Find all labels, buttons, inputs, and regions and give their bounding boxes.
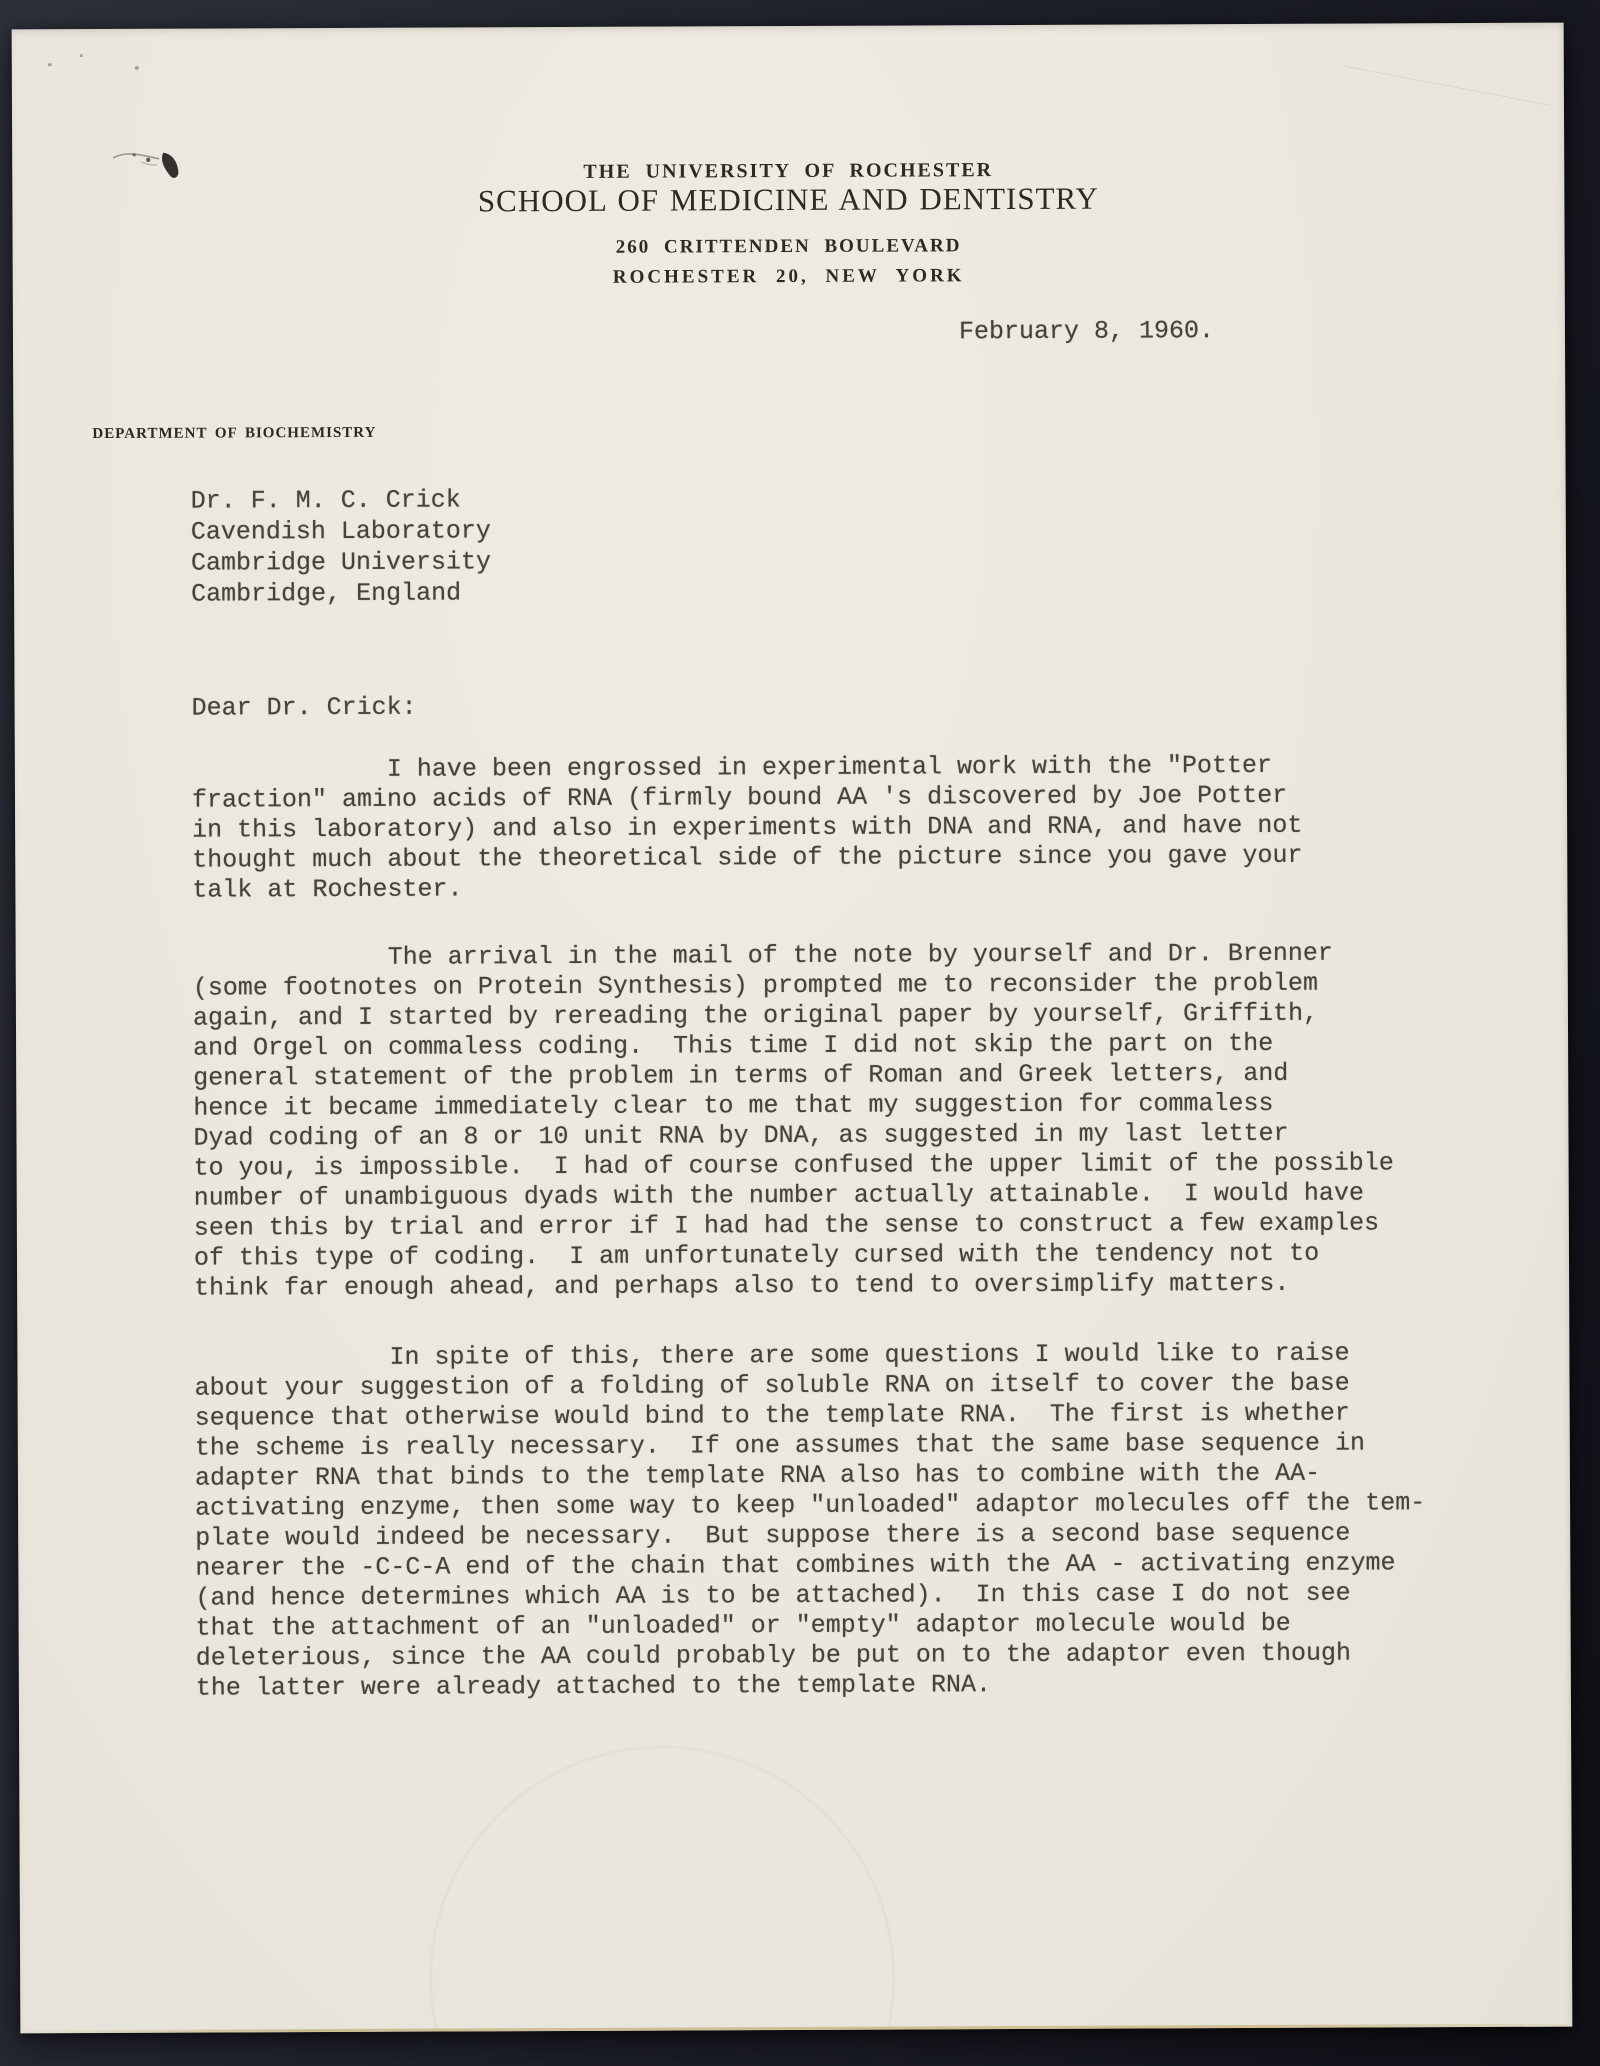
letterhead-street: 260 CRITTENDEN BOULEVARD	[615, 235, 962, 258]
watermark-circle	[428, 1745, 896, 2034]
salutation: Dear Dr. Crick:	[191, 692, 417, 723]
paper-crease	[1344, 66, 1551, 106]
letterhead-university: THE UNIVERSITY OF ROCHESTER	[583, 159, 994, 183]
body-paragraph-1: I have been engrossed in experimental work with the "Potter fraction" amino acids of RNA (firmly bound AA 's discovered by Joe Potter in this laboratory) and also in experiments with DNA and RNA, and have not thought much about the theoretical side of the picture since you gave your talk at Rochester.	[191, 750, 1303, 905]
paper-speck	[48, 63, 52, 66]
letter-page	[12, 23, 1573, 2034]
body-paragraph-3: In spite of this, there are some questions I would like to raise about your suggestion of a folding of soluble RNA on itself to cover the base sequence that otherwise would bind to the template RNA. The first is whether the scheme is really necessary. If one assumes that the same base sequence in adapter RNA that binds to the template RNA also has to combine with the AA- activating enzyme, then some way to keep "unloaded" adaptor molecules off the tem- plate would indeed be necessary. But suppose there is a second base sequence nearer the -C-C-A end of the chain that combines with the AA - activating enzyme (and hence determines which AA is to be attached). In this case I do not see that the attachment of an "unloaded" or "empty" adaptor molecule would be deleterious, since the AA could probably be put on to the adaptor even though the latter were already attached to the template RNA.	[194, 1338, 1426, 1703]
paper-speck	[135, 66, 139, 70]
letterhead-school: SCHOOL OF MEDICINE AND DENTISTRY	[477, 180, 1099, 219]
letterhead-city: ROCHESTER 20, NEW YORK	[612, 265, 965, 288]
ink-blot-mark	[101, 125, 221, 196]
department-line: DEPARTMENT OF BIOCHEMISTRY	[92, 424, 377, 443]
recipient-address: Dr. F. M. C. Crick Cavendish Laboratory Cambridge University Cambridge, England	[190, 485, 492, 609]
body-paragraph-2: The arrival in the mail of the note by yourself and Dr. Brenner (some footnotes on Protein Synthesis) prompted me to reconsider the problem again, and I started by rereading the original paper by yourself, Griffith, and Orgel on commaless coding. This time I did not skip the part on the general statement of the problem in terms of Roman and Greek letters, and hence it became immediately clear to me that my suggestion for commaless Dyad coding of an 8 or 10 unit RNA by DNA, as suggested in my last letter to you, is impossible. I had of course confused the upper limit of the possible number of unambiguous dyads with the number actually attainable. I would have seen this by trial and error if I had had the sense to construct a few examples of this type of coding. I am unfortunately cursed with the tendency not to think far enough ahead, and perhaps also to tend to oversimplify matters.	[192, 938, 1394, 1303]
date-line: February 8, 1960.	[958, 316, 1215, 347]
paper-speck	[80, 54, 83, 57]
